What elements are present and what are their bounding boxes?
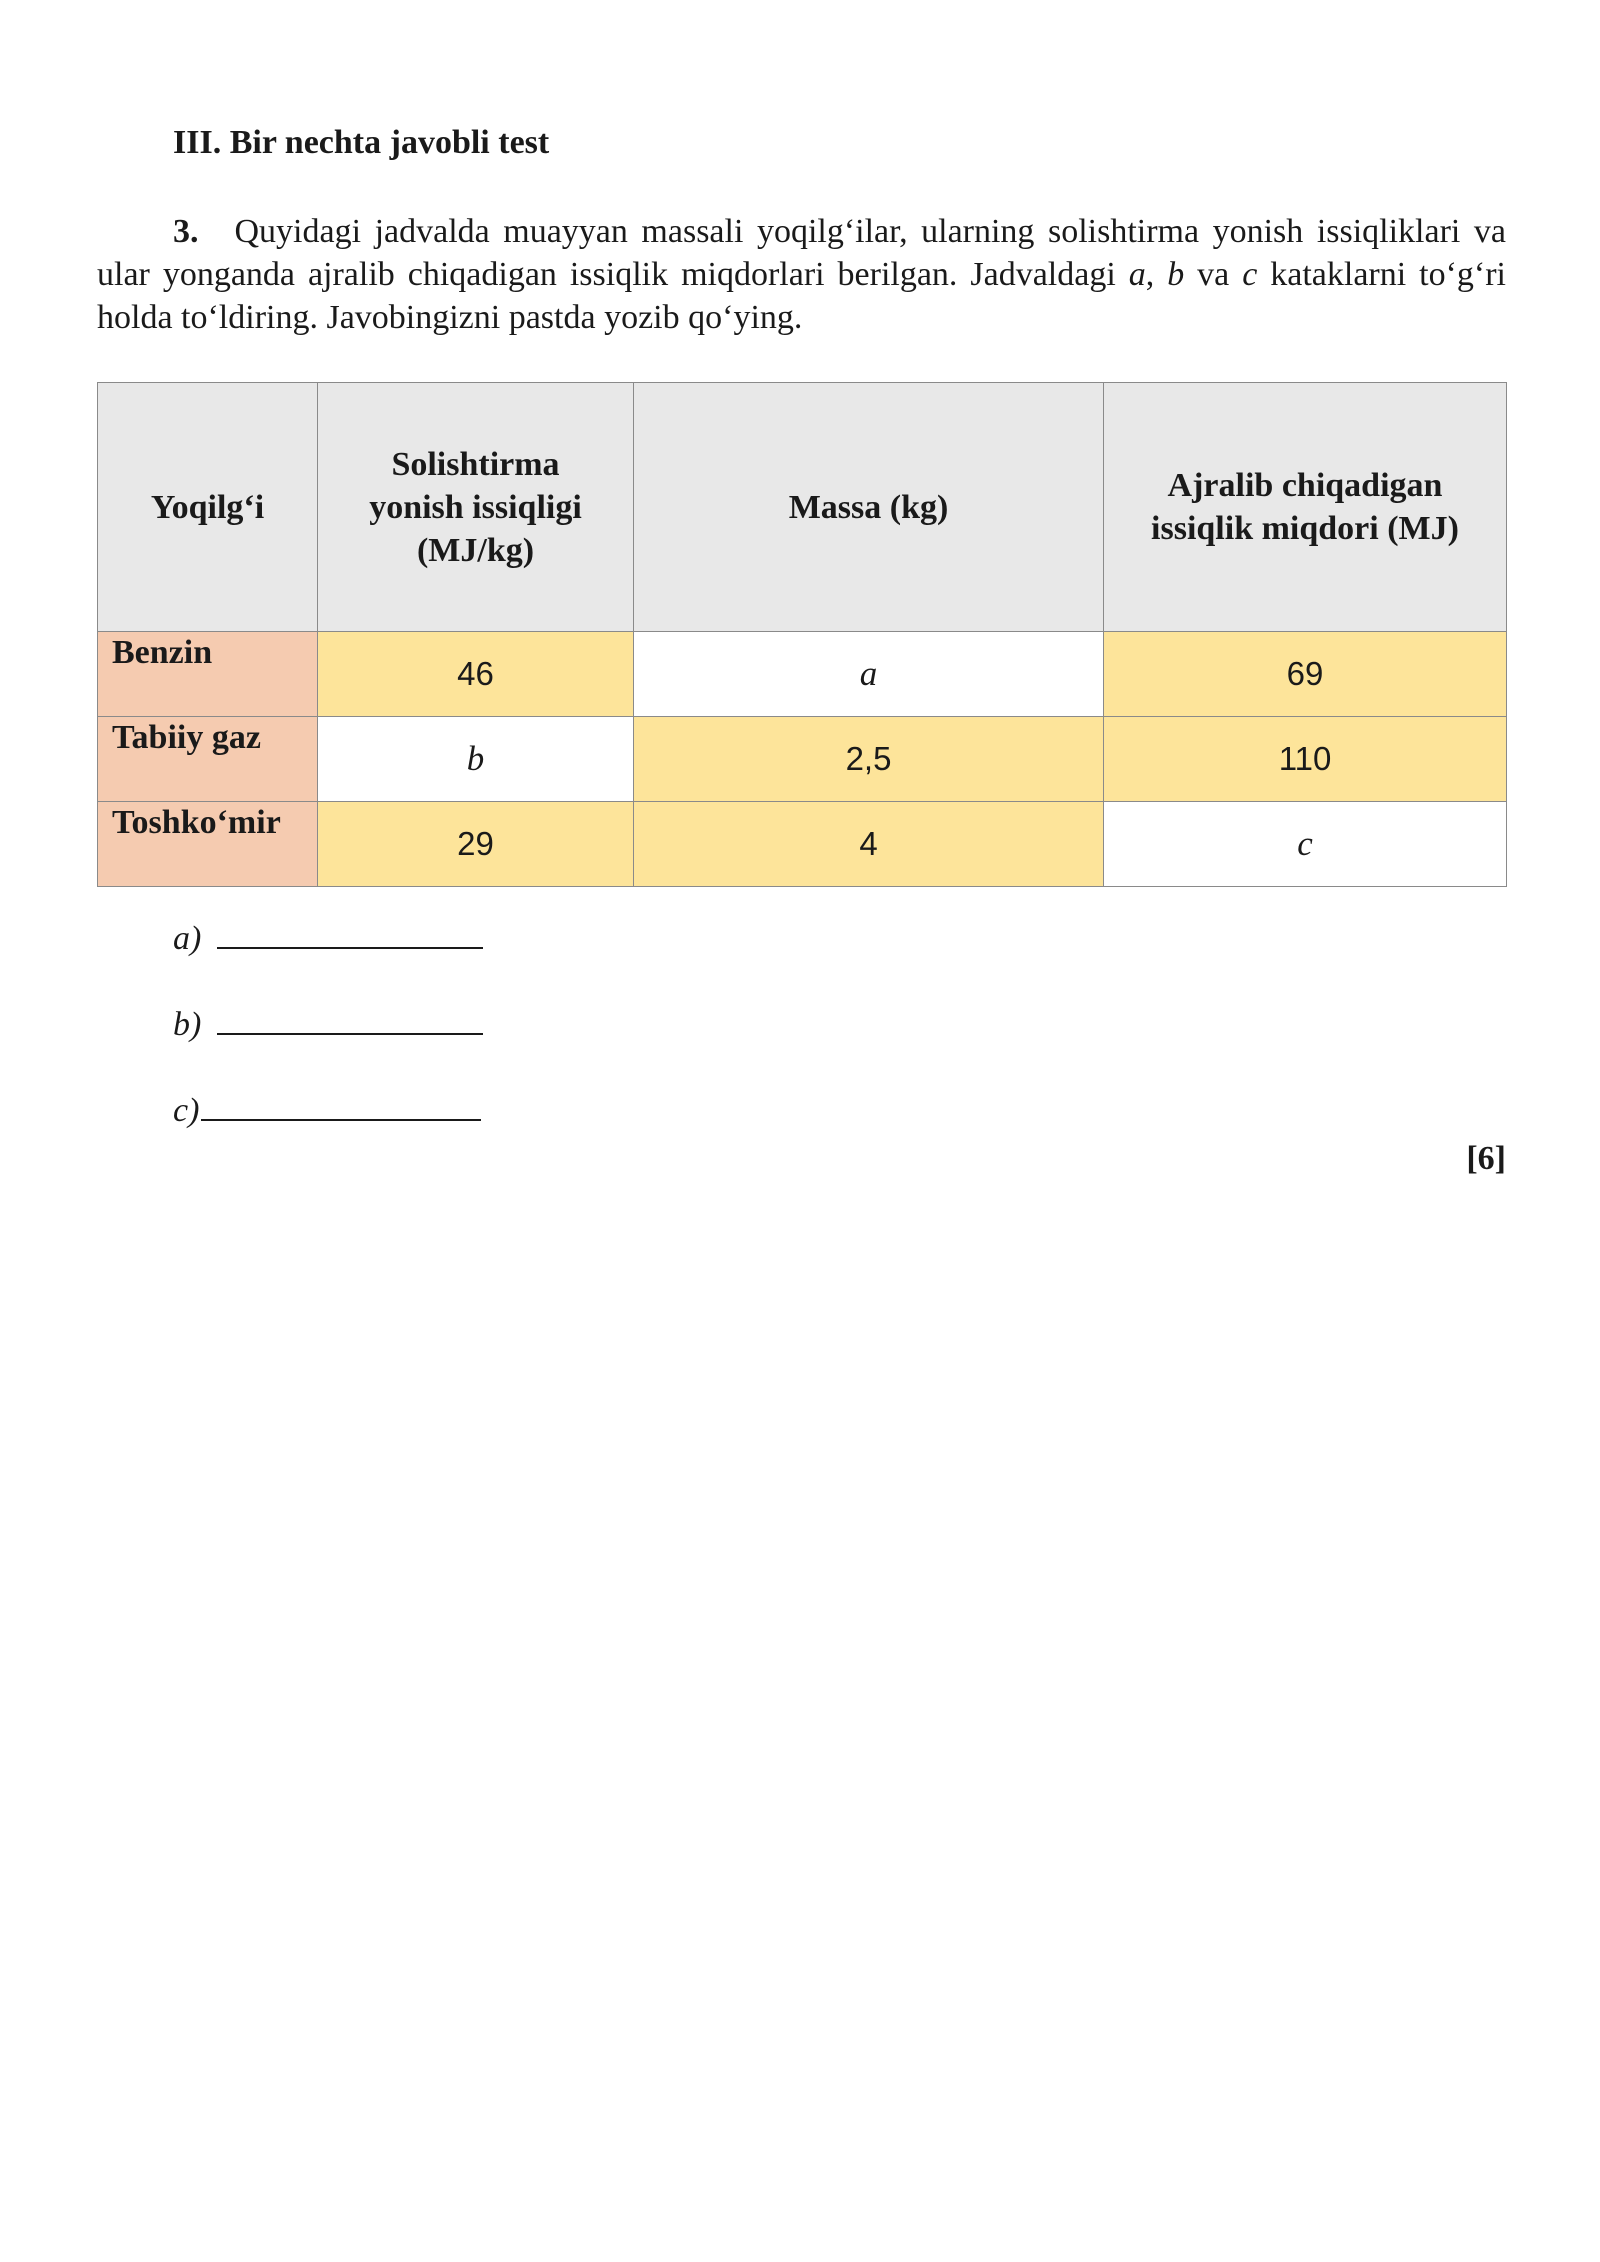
cell-specific-heat: 29 <box>318 802 634 887</box>
answer-a <box>173 920 483 958</box>
header-specific-heat-label: Solishtirma yonish issiqligi (MJ/kg) <box>369 445 582 569</box>
table-header-row <box>98 383 1507 632</box>
answer-b-label: b) <box>173 1006 202 1043</box>
answer-b <box>173 1006 483 1044</box>
answer-a-label: a) <box>173 920 202 957</box>
answer-b-blank[interactable] <box>217 1029 483 1035</box>
cell-mass: 4 <box>634 802 1104 887</box>
fuel-table <box>97 382 1507 887</box>
question-var-c: c <box>1242 256 1258 293</box>
cell-mass: 2,5 <box>634 717 1104 802</box>
table-row <box>98 632 1507 717</box>
answer-a-blank[interactable] <box>217 943 483 949</box>
question-text-part1: Quyidagi jadvalda muayyan massali yoqilg‘ilar, ularning solishtirma yonish issiqliklari va ular yonganda ajralib chiqadigan issiqlik miqdorlari berilgan. Jadvaldagi <box>97 213 1506 293</box>
question-var-b: b <box>1167 256 1185 293</box>
header-heat-released <box>1104 383 1507 632</box>
table-row <box>98 717 1507 802</box>
cell-specific-heat-blank: b <box>318 717 634 802</box>
header-mass: Massa (kg) <box>634 383 1104 632</box>
cell-mass-blank: a <box>634 632 1104 717</box>
header-specific-heat <box>318 383 634 632</box>
cell-heat-released: 110 <box>1104 717 1507 802</box>
cell-fuel: Tabiiy gaz <box>98 717 318 802</box>
question-number: 3. <box>173 213 199 250</box>
cell-specific-heat: 46 <box>318 632 634 717</box>
answer-c-label: c) <box>173 1092 200 1129</box>
cell-fuel: Toshko‘mir <box>98 802 318 887</box>
marks-label: [6] <box>1466 1140 1506 1177</box>
question-separator: , <box>1145 256 1168 293</box>
table-row <box>98 802 1507 887</box>
question-var-a: a <box>1128 256 1146 293</box>
header-fuel: Yoqilg‘i <box>98 383 318 632</box>
answer-c-blank[interactable] <box>201 1115 481 1121</box>
answer-c <box>173 1092 481 1130</box>
question-text-part2: va <box>1184 256 1243 293</box>
cell-fuel: Benzin <box>98 632 318 717</box>
question-text <box>97 210 1506 339</box>
cell-heat-released: 69 <box>1104 632 1507 717</box>
section-title: III. Bir nechta javobli test <box>173 124 550 161</box>
question-text-part3: kataklarni to‘g‘ri holda to‘ldiring. Javobingizni pastda yozib qo‘ying. <box>97 256 1506 336</box>
cell-heat-released-blank: c <box>1104 802 1507 887</box>
header-heat-released-label: Ajralib chiqadigan issiqlik miqdori (MJ) <box>1151 467 1459 547</box>
